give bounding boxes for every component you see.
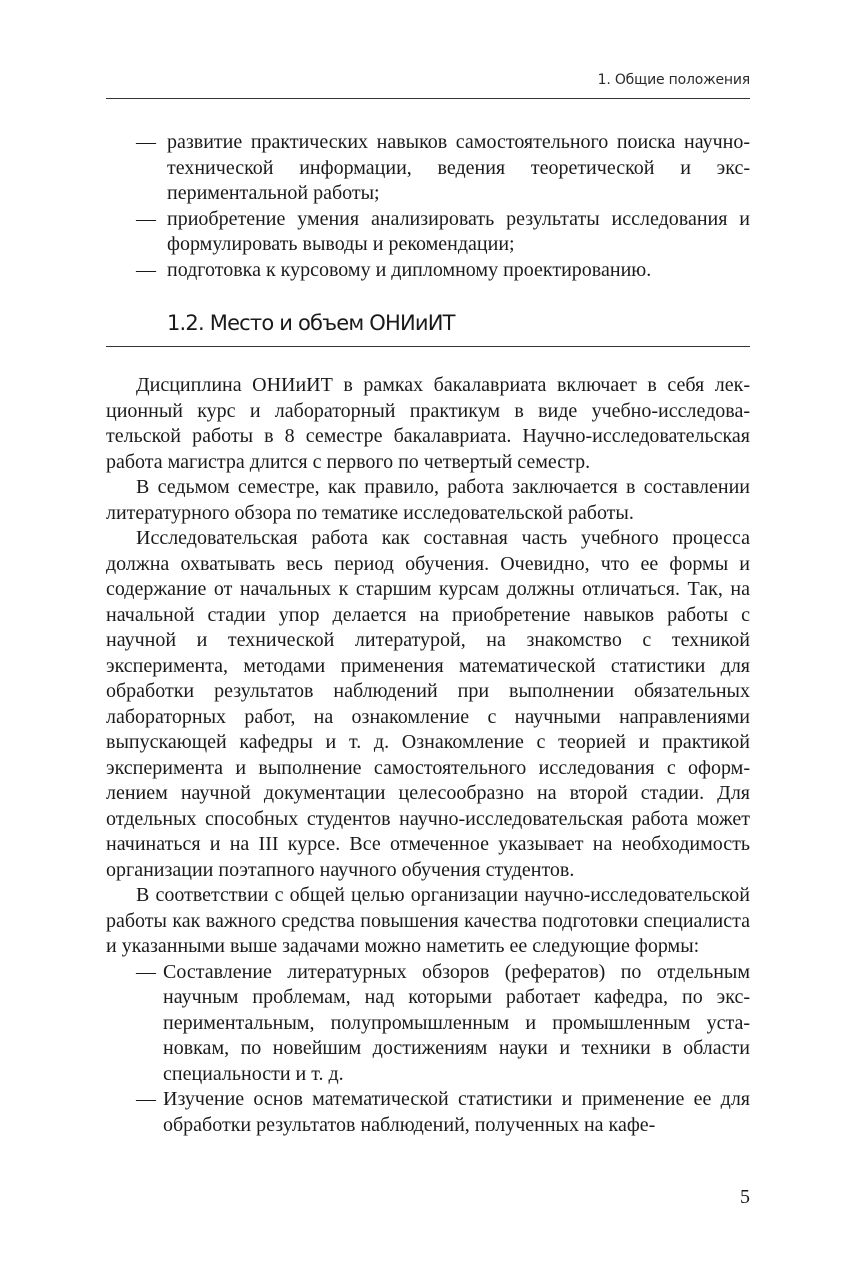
list-item [106, 258, 750, 284]
header-rule [106, 98, 750, 99]
list-item [106, 960, 750, 1088]
goals-list [106, 130, 750, 283]
page-number: 5 [740, 1186, 750, 1208]
list-item-text: развитие практических навыков самостоятельного поиска научно-технической информации, ведения теоретической и экспериментальной работы; [167, 131, 750, 204]
paragraph: В соответствии с общей целью организации научно-исследовательской работы как важного средства повышения качества подготовки специалиста и указанными выше задачами можно наметить ее следующие формы: [106, 884, 750, 957]
dash-bullet: — [136, 207, 156, 230]
list-item-text: Изучение основ математической статистики и применение ее для обработки результатов наблюдений, полученных на кафе- [163, 1088, 750, 1136]
paragraph: Исследовательская работа как составная часть учебного процесса должна охватывать весь период обучения. Очевидно, что ее формы и содержание от начальных к старшим курсам должны отличаться. Так, на начальной стадии упор делается на приобретение навыков работы с научной и технической литературой, на знакомство с техникой эксперимента, методами применения математической статистики для обработки результатов наблюдений при выполнении обязательных лабораторных работ, на ознакомление с научными направлениями выпускающей кафедры и т. д. Ознакомление с теорией и практикой эксперимента и выполнение самостоятельного исследования с оформлением научной документации целесообразно на второй стадии. Для отдельных способных студентов научно-исследовательская работа может начинаться и на III курсе. Все отмеченное указывает на необходимость организации поэтапного научного обучения студентов. [106, 527, 750, 881]
dash-bullet: — [136, 960, 156, 983]
forms-list [106, 960, 750, 1139]
dash-bullet: — [136, 258, 156, 281]
section-heading: 1.2. Место и объем ОНИиИТ [106, 308, 750, 347]
list-item-text: Составление литературных обзоров (рефератов) по отдельным научным проблемам, над которыми работает кафедра, по экспериментальным, полупромышленным и промышленным установкам, по новейшим достижениям науки и техники в области специальности и т. д. [163, 960, 750, 1085]
list-item-text: подготовка к курсовому и дипломному проектированию. [167, 258, 652, 281]
list-item-text: приобретение умения анализировать результаты исследования и формулировать выводы и рекомендации; [167, 207, 750, 255]
list-item [106, 207, 750, 258]
paragraph: Дисциплина ОНИиИТ в рамках бакалавриата включает в себя лекционный курс и лабораторный практикум в виде учебно-исследовательской работы в 8 семестре бакалавриата. Научно-исследовательская работа магистра длится с первого по четвертый семестр. [106, 374, 750, 473]
page-body [106, 130, 750, 1138]
paragraph: В седьмом семестре, как правило, работа заключается в составлении литературного обзора по тематике исследовательской работы. [106, 476, 750, 524]
list-item [106, 1087, 750, 1138]
dash-bullet: — [136, 131, 156, 153]
list-item [106, 130, 750, 207]
dash-bullet: — [136, 1088, 156, 1110]
running-head: 1. Общие положения [597, 72, 750, 88]
